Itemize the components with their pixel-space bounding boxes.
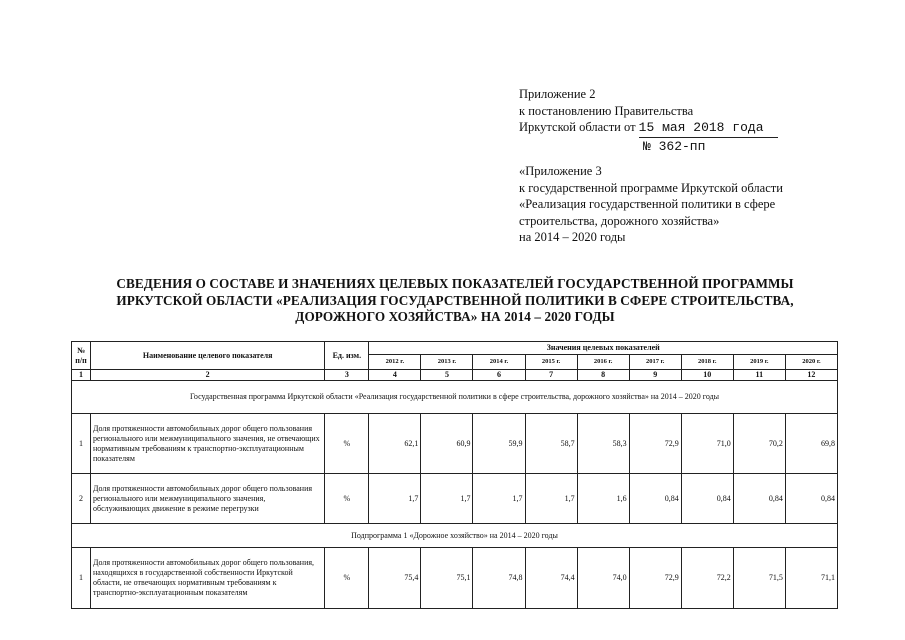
appendix-gap — [519, 155, 849, 163]
row-number: 1 — [72, 548, 91, 609]
title-line-3: ДОРОЖНОГО ХОЗЯЙСТВА» НА 2014 – 2020 ГОДЫ — [295, 309, 615, 324]
indicator-value: 75,4 — [369, 548, 421, 609]
column-number: 5 — [421, 370, 473, 381]
header-year: 2012 г. — [369, 355, 421, 370]
section-title: Подпрограмма 1 «Дорожное хозяйство» на 2014 – 2020 годы — [72, 524, 838, 548]
indicator-value: 0,84 — [681, 474, 733, 524]
row-number: 2 — [72, 474, 91, 524]
indicator-value: 0,84 — [733, 474, 785, 524]
indicators-table — [71, 341, 838, 609]
indicator-value: 72,9 — [629, 548, 681, 609]
column-number: 12 — [785, 370, 837, 381]
column-number-row — [72, 370, 838, 381]
indicator-unit: % — [325, 548, 369, 609]
document-title — [60, 276, 850, 326]
indicator-value: 74,4 — [525, 548, 577, 609]
indicator-unit: % — [325, 474, 369, 524]
header-year: 2015 г. — [525, 355, 577, 370]
indicator-name: Доля протяженности автомобильных дорог общего пользования регионального или межмуниципального значения, обслуживающих движение в режиме перегрузки — [91, 474, 325, 524]
title-line-2: ИРКУТСКОЙ ОБЛАСТИ «РЕАЛИЗАЦИЯ ГОСУДАРСТВЕННОЙ ПОЛИТИКИ В СФЕРЕ СТРОИТЕЛЬСТВА, — [116, 292, 794, 308]
indicator-value: 74,8 — [473, 548, 525, 609]
appendix-line-2: к постановлению Правительства — [519, 103, 694, 118]
indicator-value: 0,84 — [785, 474, 837, 524]
table-row — [72, 548, 838, 609]
indicator-value: 60,9 — [421, 414, 473, 474]
indicator-unit: % — [325, 414, 369, 474]
appendix-line-9: на 2014 – 2020 годы — [519, 230, 626, 244]
indicator-value: 1,6 — [577, 474, 629, 524]
appendix-line-8: строительства, дорожного хозяйства» — [519, 213, 720, 228]
header-values-group: Значения целевых показателей — [369, 342, 838, 355]
column-number: 6 — [473, 370, 525, 381]
resolution-number: № 362-пп — [643, 138, 706, 154]
indicator-name: Доля протяженности автомобильных дорог общего пользования, находящихся в государственной собственности Иркутской области, не отвечающих нормативным требованиям к транспортно-эксплуатационным показателям — [91, 548, 325, 609]
header-unit: Ед. изм. — [325, 342, 369, 370]
indicator-value: 59,9 — [473, 414, 525, 474]
indicator-name: Доля протяженности автомобильных дорог общего пользования регионального или межмуниципального значения, не отвечающих нормативным требованиям к транспортно-эксплуатационным показателям — [91, 414, 325, 474]
title-line-1: СВЕДЕНИЯ О СОСТАВЕ И ЗНАЧЕНИЯХ ЦЕЛЕВЫХ ПОКАЗАТЕЛЕЙ ГОСУДАРСТВЕННОЙ ПРОГРАММЫ — [116, 276, 794, 291]
column-number: 10 — [681, 370, 733, 381]
indicator-value: 62,1 — [369, 414, 421, 474]
table-row — [72, 474, 838, 524]
column-number: 9 — [629, 370, 681, 381]
indicator-value: 72,2 — [681, 548, 733, 609]
indicator-value: 71,0 — [681, 414, 733, 474]
indicator-value: 71,1 — [785, 548, 837, 609]
appendix-line-3 — [519, 119, 849, 138]
column-number: 3 — [325, 370, 369, 381]
indicator-value: 74,0 — [577, 548, 629, 609]
appendix-line-6: к государственной программе Иркутской области — [519, 180, 783, 195]
header-no: № п/п — [72, 342, 91, 370]
header-year: 2020 г. — [785, 355, 837, 370]
header-year: 2017 г. — [629, 355, 681, 370]
column-number: 1 — [72, 370, 91, 381]
indicator-value: 1,7 — [525, 474, 577, 524]
section-row-subprogram — [72, 524, 838, 548]
header-name: Наименование целевого показателя — [91, 342, 325, 370]
header-row-1 — [72, 342, 838, 355]
column-number: 8 — [577, 370, 629, 381]
appendix-line-3-prefix: Иркутской области от — [519, 120, 636, 134]
appendix-reg-row — [519, 138, 849, 156]
column-number: 4 — [369, 370, 421, 381]
indicator-value: 69,8 — [785, 414, 837, 474]
appendix-block — [519, 86, 849, 246]
indicator-value: 58,7 — [525, 414, 577, 474]
header-year: 2019 г. — [733, 355, 785, 370]
table-row — [72, 414, 838, 474]
indicator-value: 75,1 — [421, 548, 473, 609]
column-number: 7 — [525, 370, 577, 381]
header-year: 2013 г. — [421, 355, 473, 370]
row-number: 1 — [72, 414, 91, 474]
appendix-line-5: «Приложение 3 — [519, 164, 602, 178]
indicator-value: 1,7 — [421, 474, 473, 524]
indicator-value: 1,7 — [473, 474, 525, 524]
header-year: 2016 г. — [577, 355, 629, 370]
appendix-line-7: «Реализация государственной политики в сфере — [519, 197, 776, 211]
indicator-value: 72,9 — [629, 414, 681, 474]
resolution-date: 15 мая 2018 года — [639, 120, 778, 138]
section-row-program — [72, 381, 838, 414]
column-number: 11 — [733, 370, 785, 381]
appendix-line-1: Приложение 2 — [519, 87, 596, 101]
column-number: 2 — [91, 370, 325, 381]
indicator-value: 70,2 — [733, 414, 785, 474]
header-year: 2014 г. — [473, 355, 525, 370]
section-title: Государственная программа Иркутской области «Реализация государственной политики в сфере строительства, дорожного хозяйства» на 2014 – 2020 годы — [72, 381, 838, 414]
indicator-value: 1,7 — [369, 474, 421, 524]
indicator-value: 71,5 — [733, 548, 785, 609]
indicator-value: 0,84 — [629, 474, 681, 524]
indicator-value: 58,3 — [577, 414, 629, 474]
header-year: 2018 г. — [681, 355, 733, 370]
